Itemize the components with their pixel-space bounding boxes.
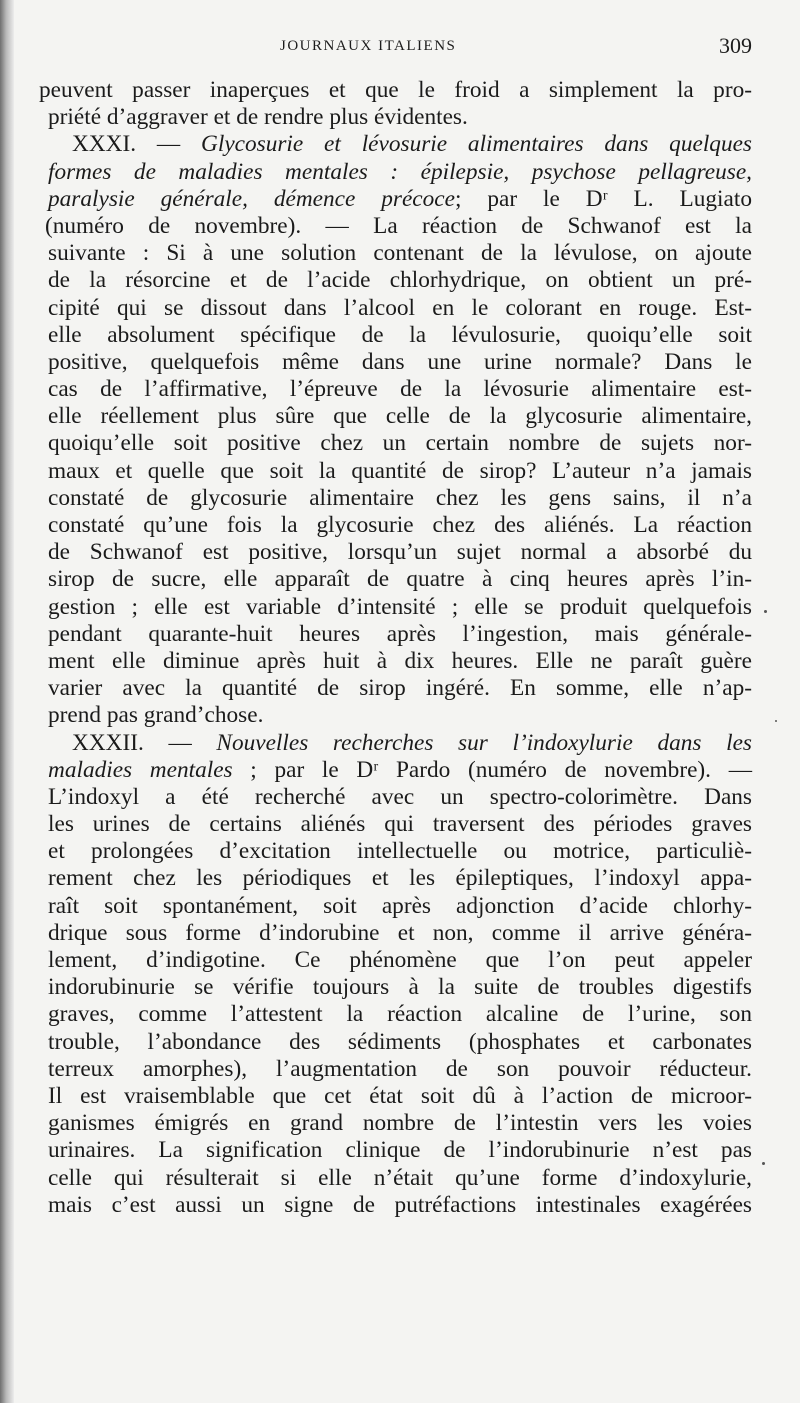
scan-speck (762, 1162, 765, 1165)
text-line (48, 730, 752, 757)
italic-title-segment: formes de maladies mentales : épilepsie, psychose pellagreuse, (48, 158, 752, 185)
text-line: constaté de glycosurie alimentaire chez les gens sains, il n’a (48, 484, 752, 511)
text-line: trouble, l’abondance des sédiments (phosphates et carbonates (48, 1028, 752, 1055)
text-line: rement chez les périodiques et les épileptiques, l’indoxyl appa- (48, 865, 752, 892)
scan-speck (775, 720, 777, 722)
text-line (48, 757, 752, 784)
italic-title-segment: paralysie générale, démence précoce (48, 185, 455, 212)
text-line: (numéro de novembre). — La réaction de Schwanof est la (45, 212, 752, 239)
text-line: drique sous forme d’indorubine et non, comme il arrive généra- (48, 919, 752, 946)
text-line: de la résorcine et de l’acide chlorhydrique, on obtient un pré- (48, 267, 752, 294)
page-header (48, 30, 752, 66)
text-segment: ; par le Dʳ Pardo (numéro de novembre). — (232, 756, 752, 783)
text-line: ganismes émigrés en grand nombre de l’intestin vers les voies (48, 1110, 752, 1137)
text-line: les urines de certains aliénés qui traversent des périodes graves (48, 811, 752, 838)
running-title: JOURNAUX ITALIENS (280, 38, 457, 54)
text-line: raît soit spontanément, soit après adjonction d’acide chlorhy- (48, 892, 752, 919)
text-line: terreux amorphes), l’augmentation de son pouvoir réducteur. (48, 1055, 752, 1082)
text-line: peuvent passer inaperçues et que le froid a simplement la pro- (39, 77, 752, 103)
text-segment: XXXI. — (72, 131, 202, 158)
text-line: L’indoxyl a été recherché avec un spectro-colorimètre. Dans (48, 783, 752, 810)
text-line: priété d’aggraver et de rendre plus évidentes. (48, 104, 468, 131)
text-line (48, 159, 752, 186)
text-line: de Schwanof est positive, lorsqu’un sujet normal a absorbé du (48, 539, 752, 566)
text-line: urinaires. La signification clinique de l’indorubinurie n’est pas (48, 1137, 752, 1164)
italic-title-segment: Glycosurie et lévosurie alimentaires dans quelques (201, 131, 752, 158)
text-line (48, 186, 752, 213)
text-segment: XXXII. — (72, 729, 217, 756)
text-line: quoiqu’elle soit positive chez un certain nombre de sujets nor- (48, 430, 752, 457)
text-line: maux et quelle que soit la quantité de sirop? L’auteur n’a jamais (48, 457, 752, 484)
text-line: pendant quarante-huit heures après l’ingestion, mais générale- (48, 620, 752, 647)
body-text (39, 77, 752, 1219)
text-line: constaté qu’une fois la glycosurie chez des aliénés. La réaction (48, 512, 752, 538)
italic-title-segment: maladies mentales (48, 756, 233, 783)
text-line: ment elle diminue après huit à dix heures. Elle ne paraît guère (48, 647, 752, 674)
text-line: Il est vraisemblable que cet état soit dû à l’action de microor- (48, 1082, 752, 1109)
text-line: prend pas grand’chose. (48, 702, 264, 729)
italic-title-segment: Nouvelles recherches sur l’indoxylurie dans les (216, 729, 752, 756)
text-line (48, 131, 752, 158)
text-line: celle qui résulterait si elle n’était qu’une forme d’indoxylurie, (48, 1164, 752, 1191)
text-line: positive, quelquefois même dans une urine normale? Dans le (48, 348, 752, 375)
text-line: sirop de sucre, elle apparaît de quatre à cinq heures après l’in- (48, 566, 752, 593)
text-line: elle réellement plus sûre que celle de la glycosurie alimentaire, (48, 403, 752, 430)
text-line: elle absolument spécifique de la lévulosurie, quoiqu’elle soit (48, 321, 752, 348)
text-line: gestion ; elle est variable d’intensité ; elle se produit quelquefois (48, 593, 752, 620)
text-line: mais c’est aussi un signe de putréfactions intestinales exagérées (48, 1191, 752, 1218)
text-line: varier avec la quantité de sirop ingéré. En somme, elle n’ap- (48, 675, 752, 702)
text-line: suivante : Si à une solution contenant de la lévulose, on ajoute (48, 240, 752, 267)
text-line: et prolongées d’excitation intellectuelle ou motrice, particuliè- (48, 838, 752, 865)
scan-speck (764, 610, 767, 613)
text-line: indorubinurie se vérifie toujours à la suite de troubles digestifs (48, 974, 752, 1001)
page-number: 309 (719, 33, 752, 58)
text-line: cas de l’affirmative, l’épreuve de la lévosurie alimentaire est- (48, 376, 752, 403)
text-line: cipité qui se dissout dans l’alcool en le colorant en rouge. Est- (48, 294, 752, 321)
text-line: graves, comme l’attestent la réaction alcaline de l’urine, son (48, 1001, 752, 1028)
text-line: lement, d’indigotine. Ce phénomène que l’on peut appeler (48, 947, 752, 973)
page-gutter-shadow (0, 0, 14, 1403)
text-segment: ; par le Dʳ L. Lugiato (454, 185, 752, 212)
